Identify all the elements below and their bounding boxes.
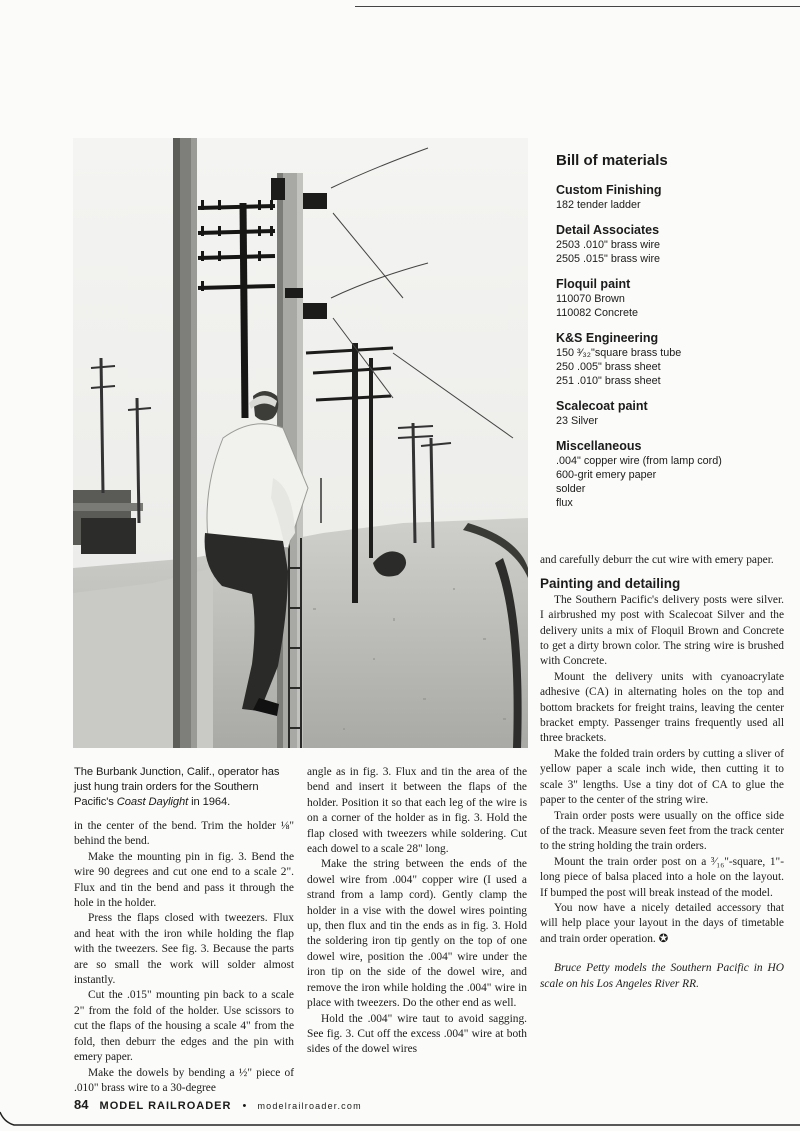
paragraph: Make the dowels by bending a ½" piece of .010" brass wire to a 30-degree: [74, 1066, 294, 1094]
section-heading: Painting and detailing: [540, 576, 681, 592]
photo-caption: The Burbank Junction, Calif., operator has just hung train orders for the Southern Pacific's Coast Daylight in 1964.: [74, 766, 280, 808]
article-column-1: [74, 819, 294, 1096]
paragraph: in the center of the bend. Trim the holder ⅛" behind the bend.: [74, 820, 294, 848]
page-corner-rule: [0, 1108, 800, 1131]
bom-item: 23 Silver: [556, 415, 599, 427]
paragraph: Hold the .004" wire taut to avoid sagging. See fig. 3. Cut off the excess .004" wire at both sides of the dowel wires: [307, 1012, 527, 1056]
bom-item: 2505 .015" brass wire: [556, 253, 661, 265]
bom-group: [556, 439, 786, 510]
bom-item: solder: [556, 483, 586, 495]
bom-item: flux: [556, 497, 573, 509]
bom-group-name: Floquil paint: [556, 277, 631, 291]
bom-item: 182 tender ladder: [556, 199, 641, 211]
paragraph: The Southern Pacific's delivery posts were silver. I airbrushed my post with Scalecoat Silver and the delivery units a mix of Floquil Brown and Concrete to get a dirty brown color. The string wire is brushed with Concrete.: [540, 593, 784, 668]
paragraph: Make the string between the ends of the dowel wire from .004" copper wire (I used a strand from a lamp cord). Gently clamp the holder in a vise with the dowel wires pointing up, then flux and tin the ends as in fig. 3. Hold the soldering iron tip gently on the top of one dowel wire, position the .004" wire under the iron tip on the side of the dowel wire, and remove the iron while holding the .004" wire in place with tweezers. Do the other end as well.: [307, 858, 527, 1010]
bom-group: [556, 277, 786, 320]
paragraph: and carefully deburr the cut wire with emery paper.: [540, 554, 774, 566]
paragraph: Cut the .015" mounting pin back to a scale 2" from the fold of the holder. Use scissors to cut the flaps of the housing a scale 4" from the fold, then deburr the edges and the pin with emery paper.: [74, 989, 294, 1064]
article-column-3: [540, 553, 784, 992]
photo-train-order-post: [73, 138, 528, 748]
bom-group-name: Detail Associates: [556, 223, 660, 237]
footer-separator: •: [242, 1100, 247, 1112]
paragraph: Make the mounting pin in fig. 3. Bend the wire 90 degrees and cut one end to a scale 2". Flux and tin the bend and pass it through the hole in the holder.: [74, 850, 294, 910]
bom-item: 250 .005" brass sheet: [556, 361, 661, 373]
bom-item: 110070 Brown: [556, 293, 625, 305]
paragraph: You now have a nicely detailed accessory that will help place your layout in the days of timetable and train order operation. ✪: [540, 901, 784, 945]
bom-group: [556, 399, 786, 428]
bom-group-name: Custom Finishing: [556, 183, 662, 197]
bom-group: [556, 331, 786, 388]
paragraph: Press the flaps closed with tweezers. Flux and heat with the iron while holding the flap with the tweezers. See fig. 3. Because the parts are so small the work will solder almost instantly.: [74, 912, 294, 987]
paragraph: Mount the train order post on a ³⁄₁₆"-square, 1"-long piece of balsa placed into a hole on the layout. If bumped the post will break instead of the model.: [540, 855, 784, 899]
article-column-2: [307, 765, 527, 1058]
paragraph: Make the folded train orders by cutting a sliver of yellow paper a scale inch wide, then cutting it to scale 3" lengths. Use a tiny dot of CA to glue the paper to the center of the string wire.: [540, 747, 784, 807]
bom-item: .004" copper wire (from lamp cord): [556, 455, 722, 467]
bom-item: 251 .010" brass sheet: [556, 375, 661, 387]
magazine-url[interactable]: modelrailroader.com: [257, 1101, 362, 1111]
magazine-name: MODEL RAILROADER: [99, 1100, 232, 1112]
bill-of-materials: [556, 152, 786, 521]
bom-group: [556, 183, 786, 212]
bom-item: 600-grit emery paper: [556, 469, 657, 481]
bom-group: [556, 223, 786, 266]
bom-group-name: K&S Engineering: [556, 331, 659, 345]
bom-title: Bill of materials: [556, 152, 668, 169]
caption-train-name: Coast Daylight: [116, 796, 189, 808]
bom-item: 110082 Concrete: [556, 307, 639, 319]
paragraph: Train order posts were usually on the office side of the track. Measure seven feet from the track center to the string holding the train orders.: [540, 809, 784, 853]
bom-item: 2503 .010" brass wire: [556, 239, 661, 251]
author-bio: Bruce Petty models the Southern Pacific in HO scale on his Los Angeles River RR.: [540, 962, 784, 990]
paragraph: angle as in fig. 3. Flux and tin the area of the bend and insert it between the flaps of the holder. Position it so that each leg of the wire is on a corner of the holder as in fig. 3. Hold the flap closed with tweezers while soldering. Cut each dowel to a scale 28" long.: [307, 766, 527, 856]
bom-group-name: Miscellaneous: [556, 439, 642, 453]
paragraph: Mount the delivery units with cyanoacrylate adhesive (CA) in alternating holes on the top and bottom brackets for freight trains, leaving the center bracket empty. Passenger trains frequently used all three brackets.: [540, 670, 784, 745]
page-number: 84: [74, 1097, 89, 1112]
top-rule: [355, 6, 800, 7]
bom-group-name: Scalecoat paint: [556, 399, 648, 413]
bom-item: 150 ³⁄₃₂"square brass tube: [556, 347, 682, 359]
